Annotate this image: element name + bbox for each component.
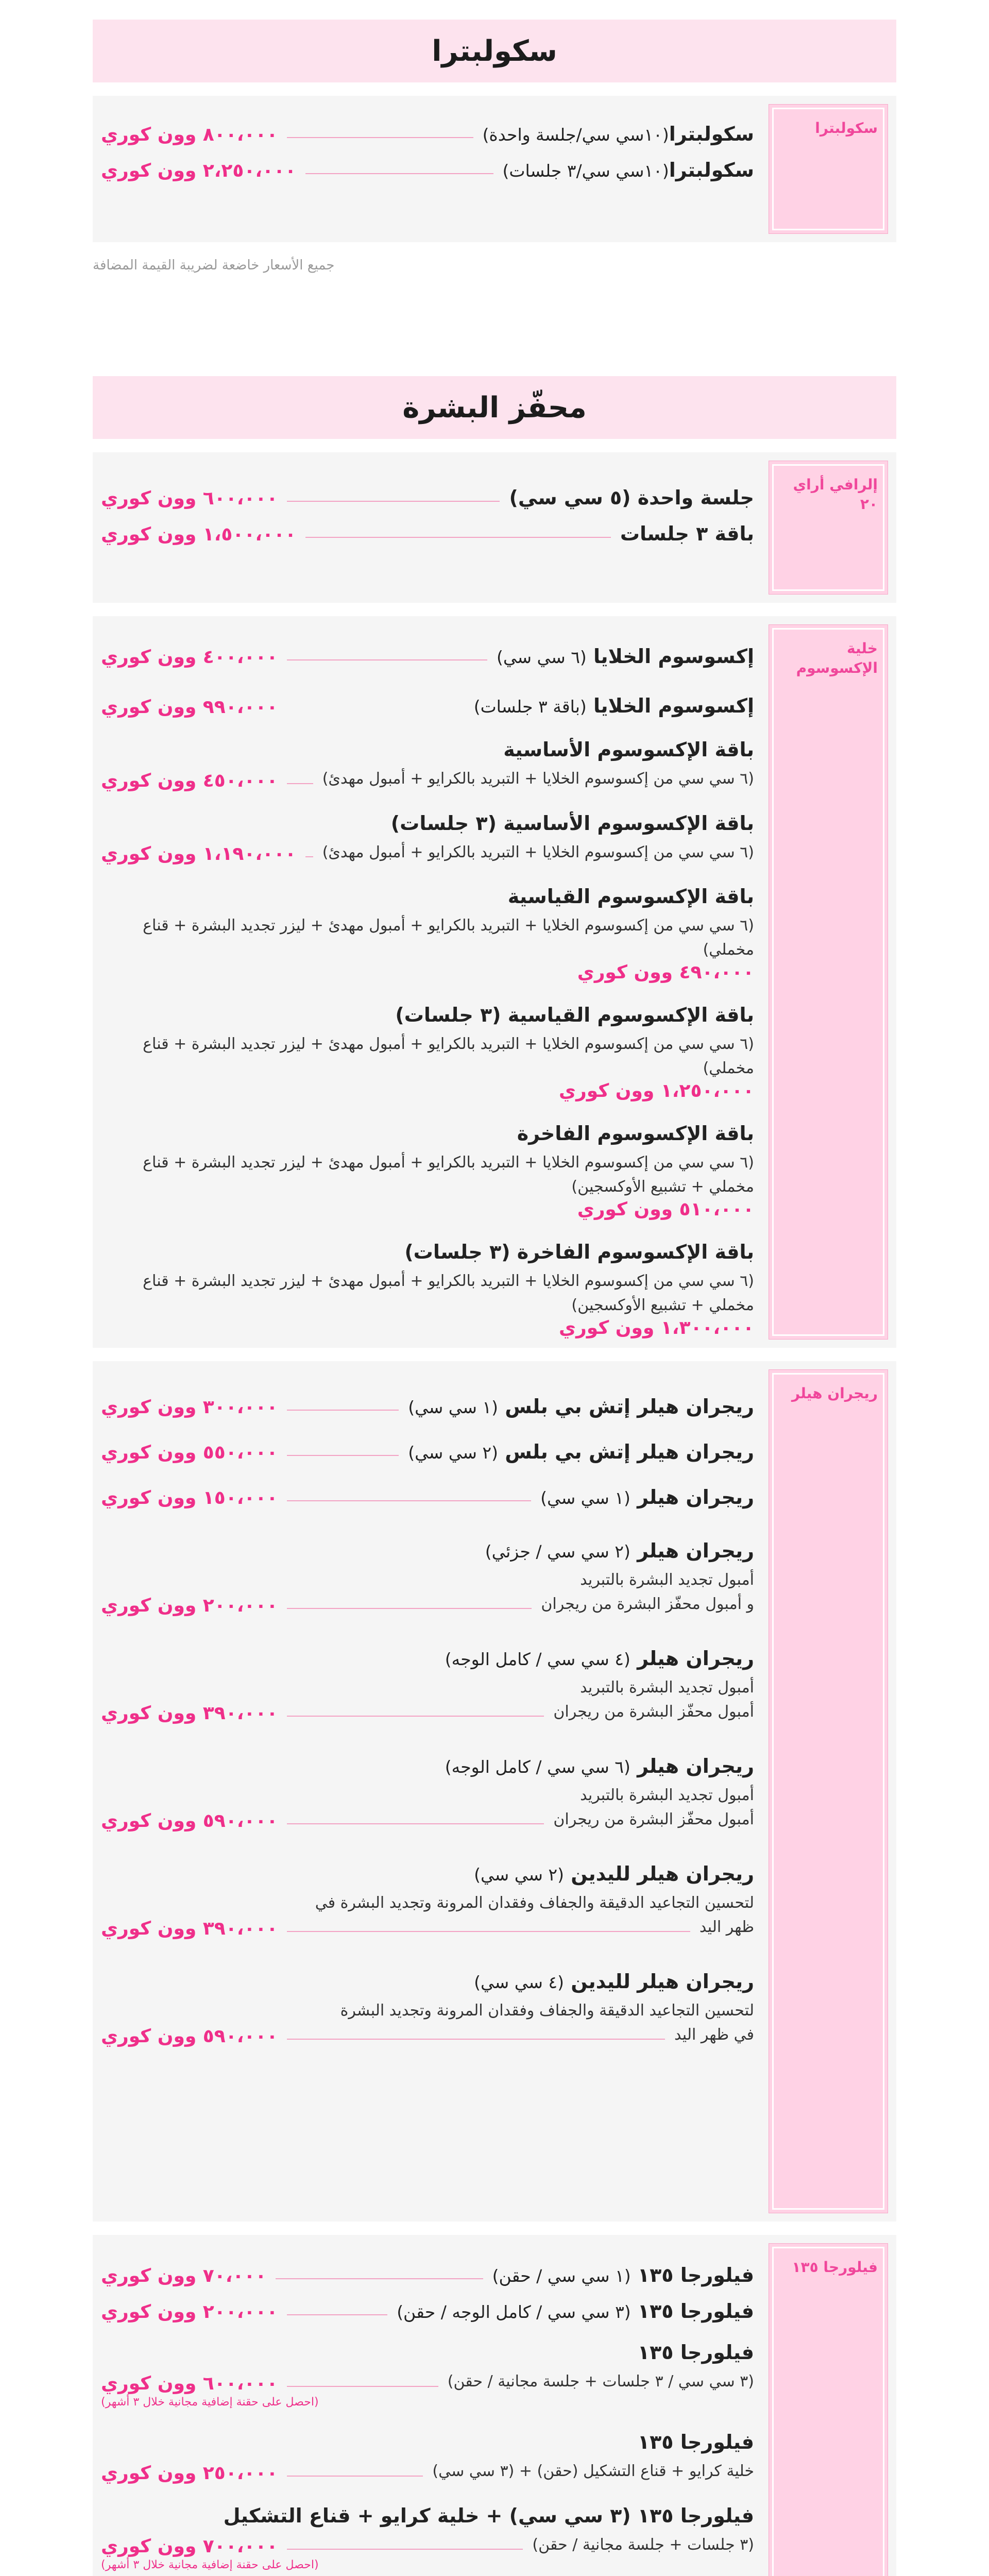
price-item — [101, 1970, 754, 2047]
text-skin-fillo_simple-1-label: فيلورجا ١٣٥ — [637, 2300, 754, 2323]
price-item — [101, 1647, 754, 1724]
text-skin-fillo_detail-0-price: ٦٠٠،٠٠٠ وون كوري — [101, 2372, 278, 2394]
leader-line — [287, 501, 500, 502]
text-skin-juvelook-0-label: جلسة واحدة (٥ سي سي) — [509, 486, 754, 509]
text-skin-juvelook-1-label: باقة ٣ جلسات — [620, 522, 754, 545]
text-skin-rejuran_detail-4-title: ريجران هيلر لليدين — [571, 1970, 754, 1993]
text-skin-exo-3-title: باقة الإكسوسوم الأساسية (٣ جلسات) — [390, 811, 754, 835]
text-skin-fillo_detail-2-notes-0: (احصل على حقنة إضافية مجانية خلال ٣ أشهر) — [101, 2558, 319, 2572]
leader-line — [287, 1410, 399, 1411]
text-skin-rejuran_detail-3-title: ريجران هيلر لليدين — [571, 1862, 754, 1885]
leader-line — [305, 537, 611, 538]
text-skin-rejuran_detail-2-lines-0: أمبول تجديد البشرة بالتبريد — [580, 1786, 754, 1804]
text-skin-exo-3-price: ١،١٩٠،٠٠٠ وون كوري — [101, 843, 296, 865]
category-tag — [769, 461, 888, 595]
vat-footnote: جميع الأسعار خاضعة لضريبة القيمة المضافة — [93, 258, 335, 273]
leader-line — [287, 2314, 387, 2315]
skin-booster-section — [93, 376, 896, 2576]
text-skin-fillo_detail-0-desc: (٣ سي سي / ٣ جلسات + جلسة مجانية / حقن) — [447, 2372, 754, 2391]
text-skin-rejuran_detail-0-title: ريجران هيلر — [637, 1539, 754, 1562]
text-sculptra-side: سكولبترا — [772, 108, 884, 230]
text-skin-rejuran_simple-0-price: ٣٠٠،٠٠٠ وون كوري — [101, 1397, 278, 1418]
category-tag — [769, 2243, 888, 2576]
text-skin-exo-3-desc: (٦ سي سي من إكسوسوم الخلايا + التبريد بالكرايو + أمبول مهدئ) — [322, 843, 754, 861]
leader-line — [287, 2386, 438, 2387]
price-row — [101, 1486, 754, 1509]
text-skin-exo-1-titlenote: (باقة ٣ جلسات) — [473, 697, 587, 717]
sculptra-section — [93, 20, 896, 273]
leader-line — [287, 137, 473, 138]
price-item — [101, 2341, 754, 2410]
text-skin-rejuran_detail-0-lines-0: أمبول تجديد البشرة بالتبريد — [580, 1571, 754, 1589]
text-skin-fillo_simple-0-label: فيلورجا ١٣٥ — [637, 2264, 754, 2286]
text-skin-exo-6-price: ٥١٠،٠٠٠ وون كوري — [577, 1199, 754, 1220]
text-skin-rejuran_simple-2-price: ١٥٠،٠٠٠ وون كوري — [101, 1487, 278, 1509]
text-skin-exo-2-price: ٤٥٠،٠٠٠ وون كوري — [101, 770, 278, 791]
price-card — [93, 452, 896, 603]
text-skin-exo-7-desc: (٦ سي سي من إكسوسوم الخلايا + التبريد بالكرايو + أمبول مهدئ + ليزر تجديد البشرة + قناع مخملي + تشبيع الأوكسجين) — [143, 1272, 754, 1314]
leader-line — [287, 1823, 544, 1824]
text-skin-fillo_detail-2-notes-1 — [101, 2573, 754, 2576]
text-skin-rejuran_detail-1-lines-0: أمبول تجديد البشرة بالتبريد — [580, 1679, 754, 1697]
text-skin-exo-5-desc: (٦ سي سي من إكسوسوم الخلايا + التبريد بالكرايو + أمبول مهدئ + ليزر تجديد البشرة + قناع مخملي) — [143, 1035, 754, 1077]
price-row — [101, 522, 754, 545]
text-skin-fillo_simple-1-price: ٢٠٠،٠٠٠ وون كوري — [101, 2301, 278, 2323]
text-skin-exo-5-title: باقة الإكسوسوم القياسية (٣ جلسات) — [395, 1004, 754, 1026]
text-skin-fillo_detail-0-notes-0: (احصل على حقنة إضافية مجانية خلال ٣ أشهر) — [101, 2395, 319, 2409]
text-skin-rejuran_simple-0-note: (١ سي سي) — [408, 1397, 498, 1417]
text-skin-rejuran_detail-3-titlenote: (٢ سي سي) — [474, 1865, 564, 1885]
category-tag — [769, 104, 888, 234]
price-row — [101, 123, 754, 145]
leader-line — [287, 659, 487, 660]
price-row — [101, 2264, 754, 2286]
text-skin-rejuran_detail-0-lines-1: و أمبول محفّز البشرة من ريجران — [541, 1595, 754, 1613]
text-skin-fillo_detail-1-price: ٢٥٠،٠٠٠ وون كوري — [101, 2462, 278, 2484]
text-skin-fillo_simple-0-price: ٧٠،٠٠٠ وون كوري — [101, 2265, 267, 2286]
text-skin-fillo_detail-2-price: ٧٠٠،٠٠٠ وون كوري — [101, 2536, 278, 2557]
section-banner — [93, 20, 896, 82]
text-skin-exo-4-title: باقة الإكسوسوم القياسية — [507, 885, 754, 908]
price-item — [101, 1862, 754, 1939]
price-card — [93, 96, 896, 242]
price-row — [101, 2533, 754, 2557]
price-row — [101, 645, 754, 668]
text-skin-rejuran_detail-3-lines-1: ظهر اليد — [699, 1918, 754, 1936]
price-row — [101, 2460, 754, 2484]
text-skin-fillo_detail-1-title: فيلورجا ١٣٥ — [637, 2431, 754, 2454]
text-skin-juvelook-0-price: ٦٠٠،٠٠٠ وون كوري — [101, 488, 278, 509]
text-skin-exo-4-desc: (٦ سي سي من إكسوسوم الخلايا + التبريد بالكرايو + أمبول مهدئ + ليزر تجديد البشرة + قناع مخملي) — [143, 917, 754, 959]
text-skin-fillo_detail-1-desc: خلية كرايو + قناع التشكيل (حقن) + (٣ سي سي) — [432, 2462, 754, 2481]
price-row — [101, 159, 754, 181]
text-skin-rejuran_detail-0-price: ٢٠٠،٠٠٠ وون كوري — [101, 1595, 278, 1616]
text-skin-fillo_detail-2-title: فيلورجا ١٣٥ (٣ سي سي) + خلية كرايو + قناع التشكيل — [223, 2504, 754, 2527]
price-row — [101, 2370, 754, 2394]
price-row — [101, 1395, 754, 1418]
text-skin-rejuran_detail-0-titlenote: (٢ سي سي / جزئي) — [485, 1541, 630, 1562]
card-content — [101, 461, 754, 569]
text-skin-exo-0-titlenote: (٦ سي سي) — [497, 647, 587, 667]
section-title: محفّز البشرة — [402, 391, 587, 425]
leader-line — [287, 2476, 423, 2477]
text-skin-exo-2-desc: (٦ سي سي من إكسوسوم الخلايا + التبريد بالكرايو + أمبول مهدئ) — [322, 770, 754, 788]
text-sculptra-items-0-label: سكولبترا — [669, 123, 754, 145]
leader-line — [287, 1608, 532, 1609]
card-content — [101, 1369, 754, 2078]
text-skin-rejuran_detail-2-titlenote: (٦ سي سي / كامل الوجه) — [445, 1757, 630, 1777]
category-tag — [769, 1369, 888, 2213]
price-item — [101, 1122, 754, 1220]
price-item — [101, 1241, 754, 1338]
text-skin-rejuran_detail-4-titlenote: (٤ سي سي) — [474, 1972, 564, 1992]
price-item — [101, 738, 754, 791]
price-card — [93, 2235, 896, 2576]
price-row — [101, 2300, 754, 2323]
text-skin-fillo_simple-0-note: (١ سي سي / حقن) — [492, 2266, 631, 2286]
text-sculptra-items-1-note: (١٠سي سي/٣ جلسات) — [502, 161, 669, 181]
leader-line — [305, 173, 493, 174]
text-skin-exo-7-price: ١،٣٠٠،٠٠٠ وون كوري — [559, 1317, 754, 1338]
text-skin-rejuran_simple-1-price: ٥٥٠،٠٠٠ وون كوري — [101, 1442, 278, 1463]
text-sculptra-items-0-note: (١٠سي سي/جلسة واحدة) — [482, 125, 669, 145]
text-skin-rejuran_simple-2-note: (١ سي سي) — [540, 1488, 630, 1508]
leader-line — [287, 1455, 399, 1456]
price-item — [101, 1755, 754, 1832]
leader-line — [305, 856, 313, 857]
card-content — [101, 624, 754, 1369]
text-skin-juvelook-1-price: ١،٥٠٠،٠٠٠ وون كوري — [101, 524, 296, 545]
price-row — [101, 1700, 754, 1724]
leader-line — [287, 783, 313, 784]
category-tag — [769, 624, 888, 1340]
leader-line — [287, 2039, 665, 2040]
text-sculptra-items-1-label: سكولبترا — [669, 159, 754, 181]
price-item — [101, 1539, 754, 1616]
text-skin-rejuran_simple-0-label: ريجران هيلر إتش بي بلس — [505, 1395, 754, 1418]
price-row — [101, 1592, 754, 1617]
text-skin-exo-2-title: باقة الإكسوسوم الأساسية — [503, 738, 754, 761]
section-banner — [93, 376, 896, 439]
text-skin-rejuran_detail-1-title: ريجران هيلر — [637, 1647, 754, 1670]
leader-line — [287, 1716, 544, 1717]
text-skin-exo-0-title: إكسوسوم الخلايا — [593, 645, 754, 668]
price-row — [101, 2023, 754, 2047]
price-value: ٢،٢٥٠،٠٠٠ وون كوري — [101, 160, 296, 181]
price-row — [101, 767, 754, 791]
text-skin-rejuran_detail-1-price: ٣٩٠،٠٠٠ وون كوري — [101, 1703, 278, 1724]
section-title: سكولبترا — [432, 34, 557, 68]
price-value: ٨٠٠،٠٠٠ وون كوري — [101, 124, 278, 145]
price-item — [101, 885, 754, 983]
text-skin-fillo_simple-1-note: (٣ سي سي / كامل الوجه / حقن) — [397, 2302, 631, 2322]
text-skin-rejuran_detail-1-lines-1: أمبول محفّز البشرة من ريجران — [553, 1702, 754, 1721]
text-skin-rejuran_detail-2-lines-1: أمبول محفّز البشرة من ريجران — [553, 1810, 754, 1828]
leader-line — [276, 2278, 483, 2279]
text-skin-rejuran_side: ريجران هيلر — [772, 1373, 884, 2210]
text-skin-exo-0-price: ٤٠٠،٠٠٠ وون كوري — [101, 647, 278, 668]
card-content — [101, 104, 754, 205]
price-row — [101, 1916, 754, 1940]
price-item — [101, 2431, 754, 2484]
text-skin-fillo_detail-2-desc: (٣ جلسات + جلسة مجانية / حقن) — [532, 2535, 754, 2554]
text-skin-exo-6-title: باقة الإكسوسوم الفاخرة — [517, 1122, 754, 1145]
card-content — [101, 2243, 754, 2576]
leader-line — [287, 1500, 531, 1501]
text-skin-rejuran_simple-2-label: ريجران هيلر — [637, 1486, 754, 1509]
leader-line — [287, 1931, 690, 1932]
text-skin-exo_side: خلية الإكسوسوم — [772, 628, 884, 1336]
leader-line — [287, 2549, 523, 2550]
text-skin-rejuran_detail-4-price: ٥٩٠،٠٠٠ وون كوري — [101, 2026, 278, 2047]
text-skin-exo-4-price: ٤٩٠،٠٠٠ وون كوري — [577, 962, 754, 983]
text-skin-fillo_side: فيلورجا ١٣٥ — [772, 2247, 884, 2576]
price-card — [93, 616, 896, 1348]
price-item — [101, 2504, 754, 2576]
text-skin-exo-1-price: ٩٩٠،٠٠٠ وون كوري — [101, 697, 278, 718]
price-item — [101, 812, 754, 865]
text-skin-exo-7-title: باقة الإكسوسوم الفاخرة (٣ جلسات) — [404, 1241, 754, 1263]
text-skin-rejuran_detail-4-lines-0: لتحسين التجاعيد الدقيقة والجفاف وفقدان المرونة وتجديد البشرة — [340, 2002, 754, 2020]
text-skin-exo-5-price: ١،٢٥٠،٠٠٠ وون كوري — [559, 1080, 754, 1101]
text-skin-rejuran_simple-1-label: ريجران هيلر إتش بي بلس — [505, 1440, 754, 1463]
price-row — [101, 1808, 754, 1832]
text-skin-exo-1-title: إكسوسوم الخلايا — [593, 694, 754, 717]
price-row — [101, 1440, 754, 1463]
price-card — [93, 1361, 896, 2222]
text-skin-rejuran_simple-1-note: (٢ سي سي) — [408, 1443, 498, 1463]
price-item — [101, 1004, 754, 1101]
text-skin-juvelook_side: إلرافي أراي ٢٠ — [772, 464, 884, 591]
text-skin-rejuran_detail-3-lines-0: لتحسين التجاعيد الدقيقة والجفاف وفقدان المرونة وتجديد البشرة في — [315, 1894, 754, 1912]
text-skin-exo-6-desc: (٦ سي سي من إكسوسوم الخلايا + التبريد بالكرايو + أمبول مهدئ + ليزر تجديد البشرة + قناع مخملي + تشبيع الأوكسجين) — [143, 1154, 754, 1196]
text-skin-rejuran_detail-4-lines-1: في ظهر اليد — [674, 2025, 754, 2044]
text-skin-rejuran_detail-2-price: ٥٩٠،٠٠٠ وون كوري — [101, 1810, 278, 1832]
text-skin-rejuran_detail-1-titlenote: (٤ سي سي / كامل الوجه) — [445, 1649, 630, 1669]
price-row — [101, 486, 754, 509]
text-skin-rejuran_detail-2-title: ريجران هيلر — [637, 1755, 754, 1777]
text-skin-rejuran_detail-3-price: ٣٩٠،٠٠٠ وون كوري — [101, 1918, 278, 1939]
text-skin-fillo_detail-0-title: فيلورجا ١٣٥ — [637, 2341, 754, 2364]
price-row — [101, 841, 754, 865]
